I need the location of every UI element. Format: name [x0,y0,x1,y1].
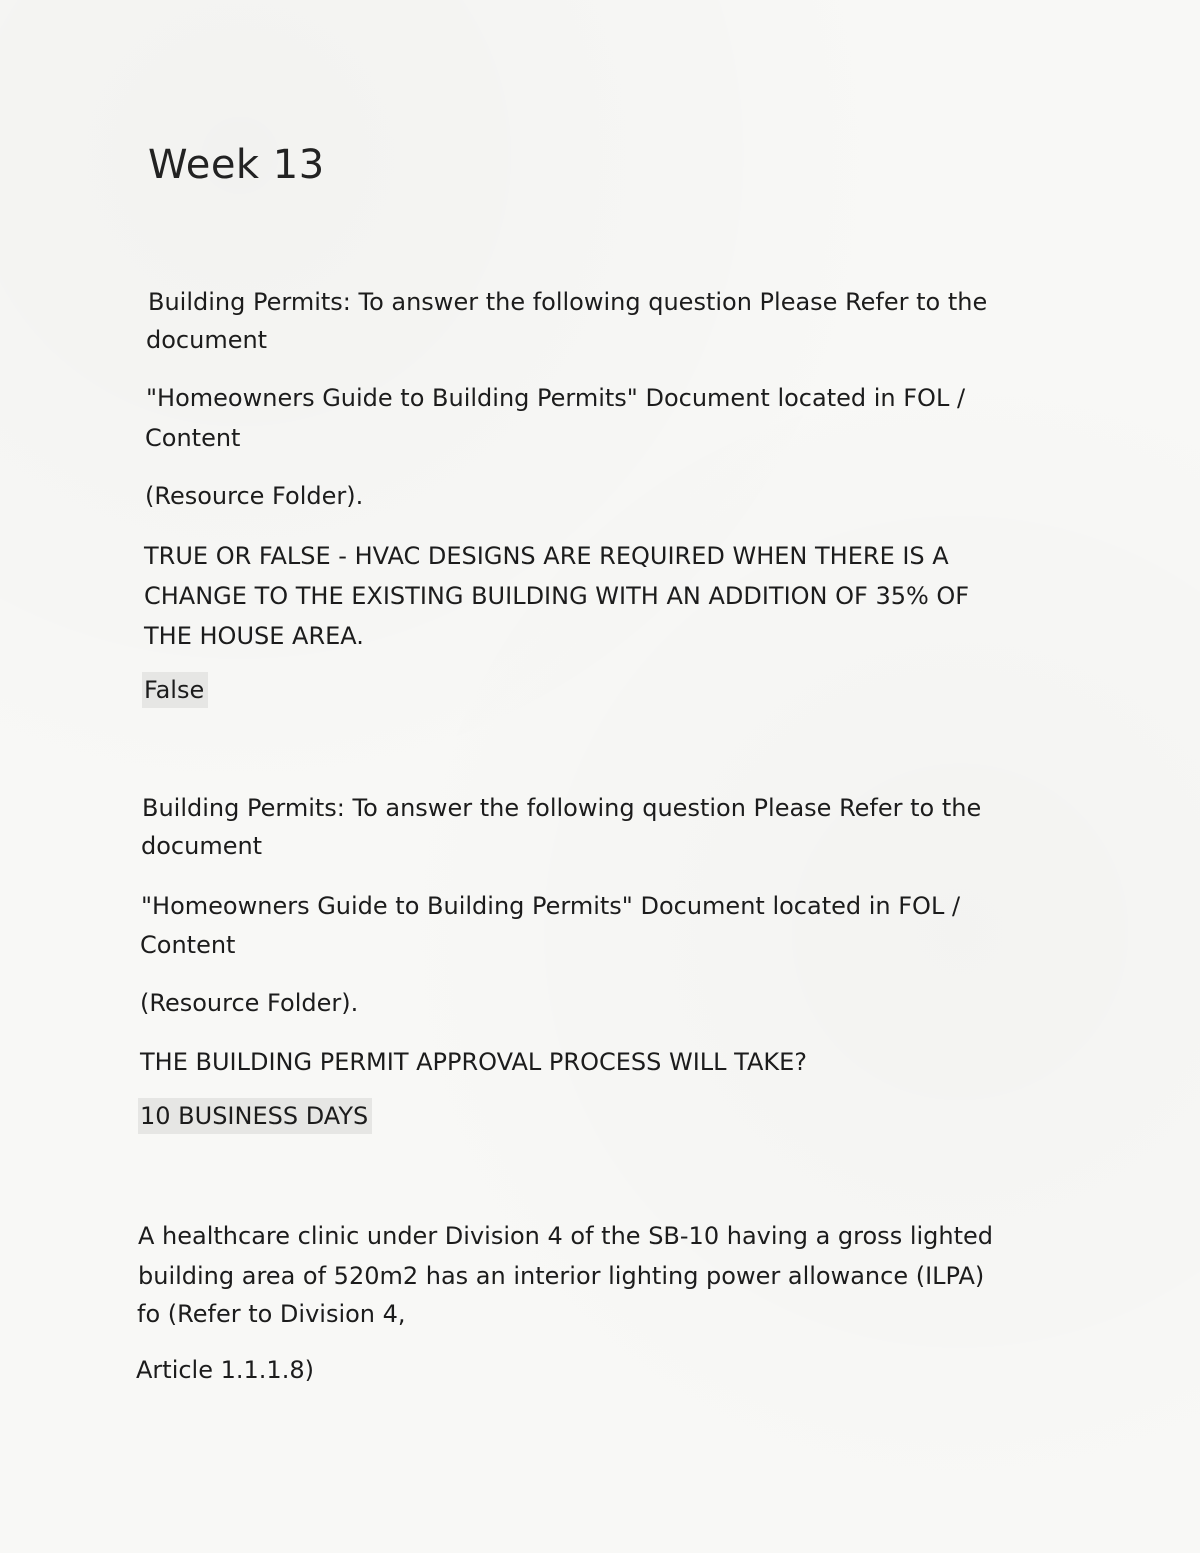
q2-answer: 10 BUSINESS DAYS [138,1098,372,1134]
q3-text-line-3: fo (Refer to Division 4, [137,1300,406,1328]
q2-intro-line-5: (Resource Folder). [140,989,359,1017]
q1-question-line-3: THE HOUSE AREA. [144,622,364,650]
q2-intro-line-3: "Homeowners Guide to Building Permits" Document located in FOL / [141,892,961,920]
q2-intro-line-2: document [141,832,263,860]
q3-text-line-1: A healthcare clinic under Division 4 of the SB-10 having a gross lighted [138,1222,994,1250]
q1-question-line-1: TRUE OR FALSE - HVAC DESIGNS ARE REQUIRED WHEN THERE IS A [144,542,949,570]
q3-text-line-2: building area of 520m2 has an interior lighting power allowance (ILPA) [138,1262,985,1290]
page-title: Week 13 [148,142,325,188]
q1-intro-line-2: document [146,326,268,354]
q1-question-line-2: CHANGE TO THE EXISTING BUILDING WITH AN ADDITION OF 35% OF [144,582,970,610]
q1-intro-line-5: (Resource Folder). [145,482,364,510]
q2-intro-line-4: Content [140,931,236,959]
q2-intro-line-1: Building Permits: To answer the following question Please Refer to the [142,794,982,822]
q1-intro-line-4: Content [145,424,241,452]
q2-question: THE BUILDING PERMIT APPROVAL PROCESS WILL TAKE? [140,1048,808,1076]
q1-intro-line-3: "Homeowners Guide to Building Permits" Document located in FOL / [146,384,966,412]
q1-intro-line-1: Building Permits: To answer the following question Please Refer to the [148,288,988,316]
q1-answer: False [142,672,208,708]
q3-text-line-4: Article 1.1.1.8) [136,1356,314,1384]
